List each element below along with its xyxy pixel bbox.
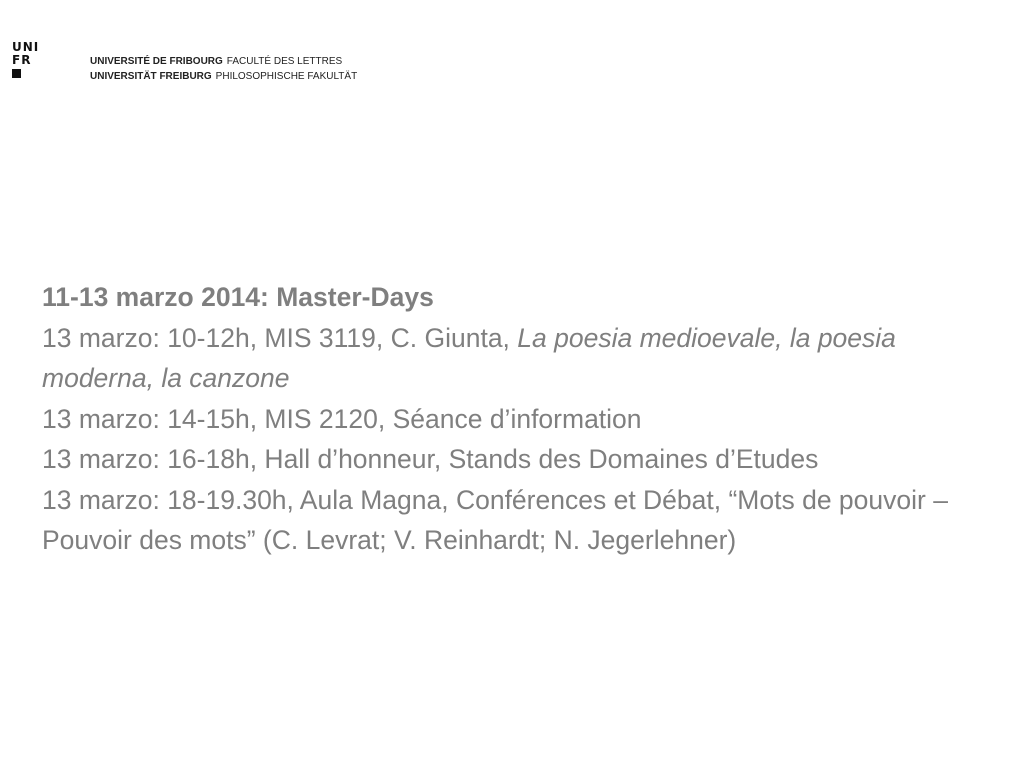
event-item-text: 13 marzo: 10-12h, MIS 3119, C. Giunta, [42,322,518,353]
event-item: 13 marzo: 16-18h, Hall d’honneur, Stands des Domaines d’Etudes [42,444,819,474]
university-name: UNIVERSITÄT FREIBURG [90,71,212,82]
event-item-title: La poesia medioevale, la poesia moderna, la canzone [42,322,896,393]
unifr-logo [12,41,52,83]
faculty-name: FACULTÉ DES LETTRES [226,56,343,67]
logo-square-icon [12,69,21,78]
event-item: 13 marzo: 18-19.30h, Aula Magna, Conférences et Débat, “Mots de pouvoir – Pouvoir des mots” (C. Levrat; V. Reinhardt; N. Jegerlehner) [42,484,948,555]
affiliation-line-de [90,69,357,84]
logo-text-uni: UNI [12,40,40,54]
affiliation-line-fr [90,54,357,69]
event-heading: 11-13 marzo 2014: Master-Days [42,282,434,312]
university-name: UNIVERSITÉ DE FRIBOURG [90,56,223,67]
event-item [42,318,962,399]
faculty-name: PHILOSOPHISCHE FAKULTÄT [215,71,358,82]
event-list [42,277,962,561]
logo-text-fr: FR [12,53,32,67]
affiliation-block [90,54,357,84]
event-item: 13 marzo: 14-15h, MIS 2120, Séance d’information [42,403,642,434]
